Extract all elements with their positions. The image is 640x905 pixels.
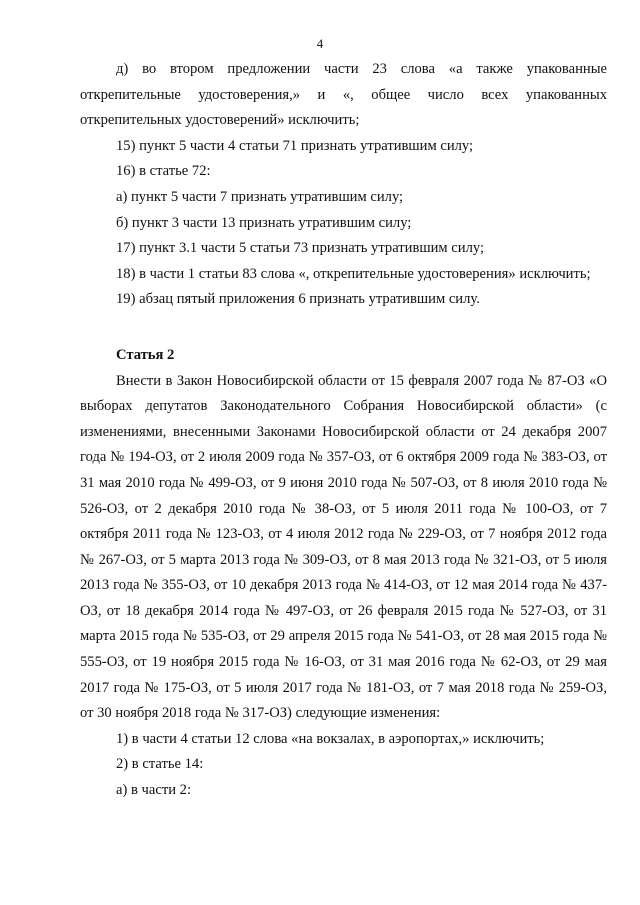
paragraph-item-16: 16) в статье 72:: [116, 163, 211, 180]
paragraph-item-15: 15) пункт 5 части 4 статьи 71 признать утратившим силу;: [116, 137, 474, 154]
paragraph-item-18: 18) в части 1 статьи 83 слова «, открепительные удостоверения» исключить;: [116, 265, 591, 282]
paragraph-item-d: д) во втором предложении части 23 слова «а также упакованные открепительные удостоверения,» и «, общее число всех упакованных открепительных удостоверений» исключить;: [80, 61, 607, 129]
paragraph-item-2a: а) в части 2:: [116, 782, 192, 799]
paragraph-item-16a: а) пункт 5 части 7 признать утратившим силу;: [116, 188, 404, 205]
paragraph-item-17: 17) пункт 3.1 части 5 статьи 73 признать утратившим силу;: [116, 240, 485, 257]
paragraph-item-16b: б) пункт 3 части 13 признать утратившим силу;: [116, 214, 412, 231]
paragraph-item-2: 2) в статье 14:: [116, 756, 204, 773]
page-number: 4: [316, 36, 324, 51]
paragraph-amendment-intro: Внести в Закон Новосибирской области от 15 февраля 2007 года № 87-ОЗ «О выборах депутатов Законодательного Собрания Новосибирской области» (с изменениями, внесенными Законами Новосибирской области от 24 декабря 2007 года № 194-ОЗ, от 2 июля 2009 года № 357-ОЗ, от 6 октября 2009 года № 383-ОЗ, от 31 мая 2010 года № 499-ОЗ, от 9 июня 2010 года № 507-ОЗ, от 8 июля 2010 года № 526-ОЗ, от 2 декабря 2010 года № 38-ОЗ, от 5 июля 2011 года № 100-ОЗ, от 7 октября 2011 года № 123-ОЗ, от 4 июля 2012 года № 229-ОЗ, от 7 ноября 2012 года № 267-ОЗ, от 5 марта 2013 года № 309-ОЗ, от 8 мая 2013 года № 321-ОЗ, от 5 июля 2013 года № 355-ОЗ, от 10 декабря 2013 года № 414-ОЗ, от 12 мая 2014 года № 437-ОЗ, от 18 декабря 2014 года № 497-ОЗ, от 26 февраля 2015 года № 527-ОЗ, от 31 марта 2015 года № 535-ОЗ, от 29 апреля 2015 года № 541-ОЗ, от 28 мая 2015 года № 555-ОЗ, от 19 ноября 2015 года № 16-ОЗ, от 31 мая 2016 года № 62-ОЗ, от 29 мая 2017 года № 175-ОЗ, от 5 июля 2017 года № 181-ОЗ, от 7 мая 2018 года № 259-ОЗ, от 30 ноября 2018 года № 317-ОЗ) следующие изменения:: [80, 372, 607, 722]
paragraph-item-1: 1) в части 4 статьи 12 слова «на вокзалах, в аэропортах,» исключить;: [116, 730, 545, 747]
article-title: Статья 2: [116, 346, 175, 363]
section-spacer: [80, 313, 607, 343]
document-body: [80, 57, 607, 804]
paragraph-item-19: 19) абзац пятый приложения 6 признать утратившим силу.: [116, 291, 480, 308]
